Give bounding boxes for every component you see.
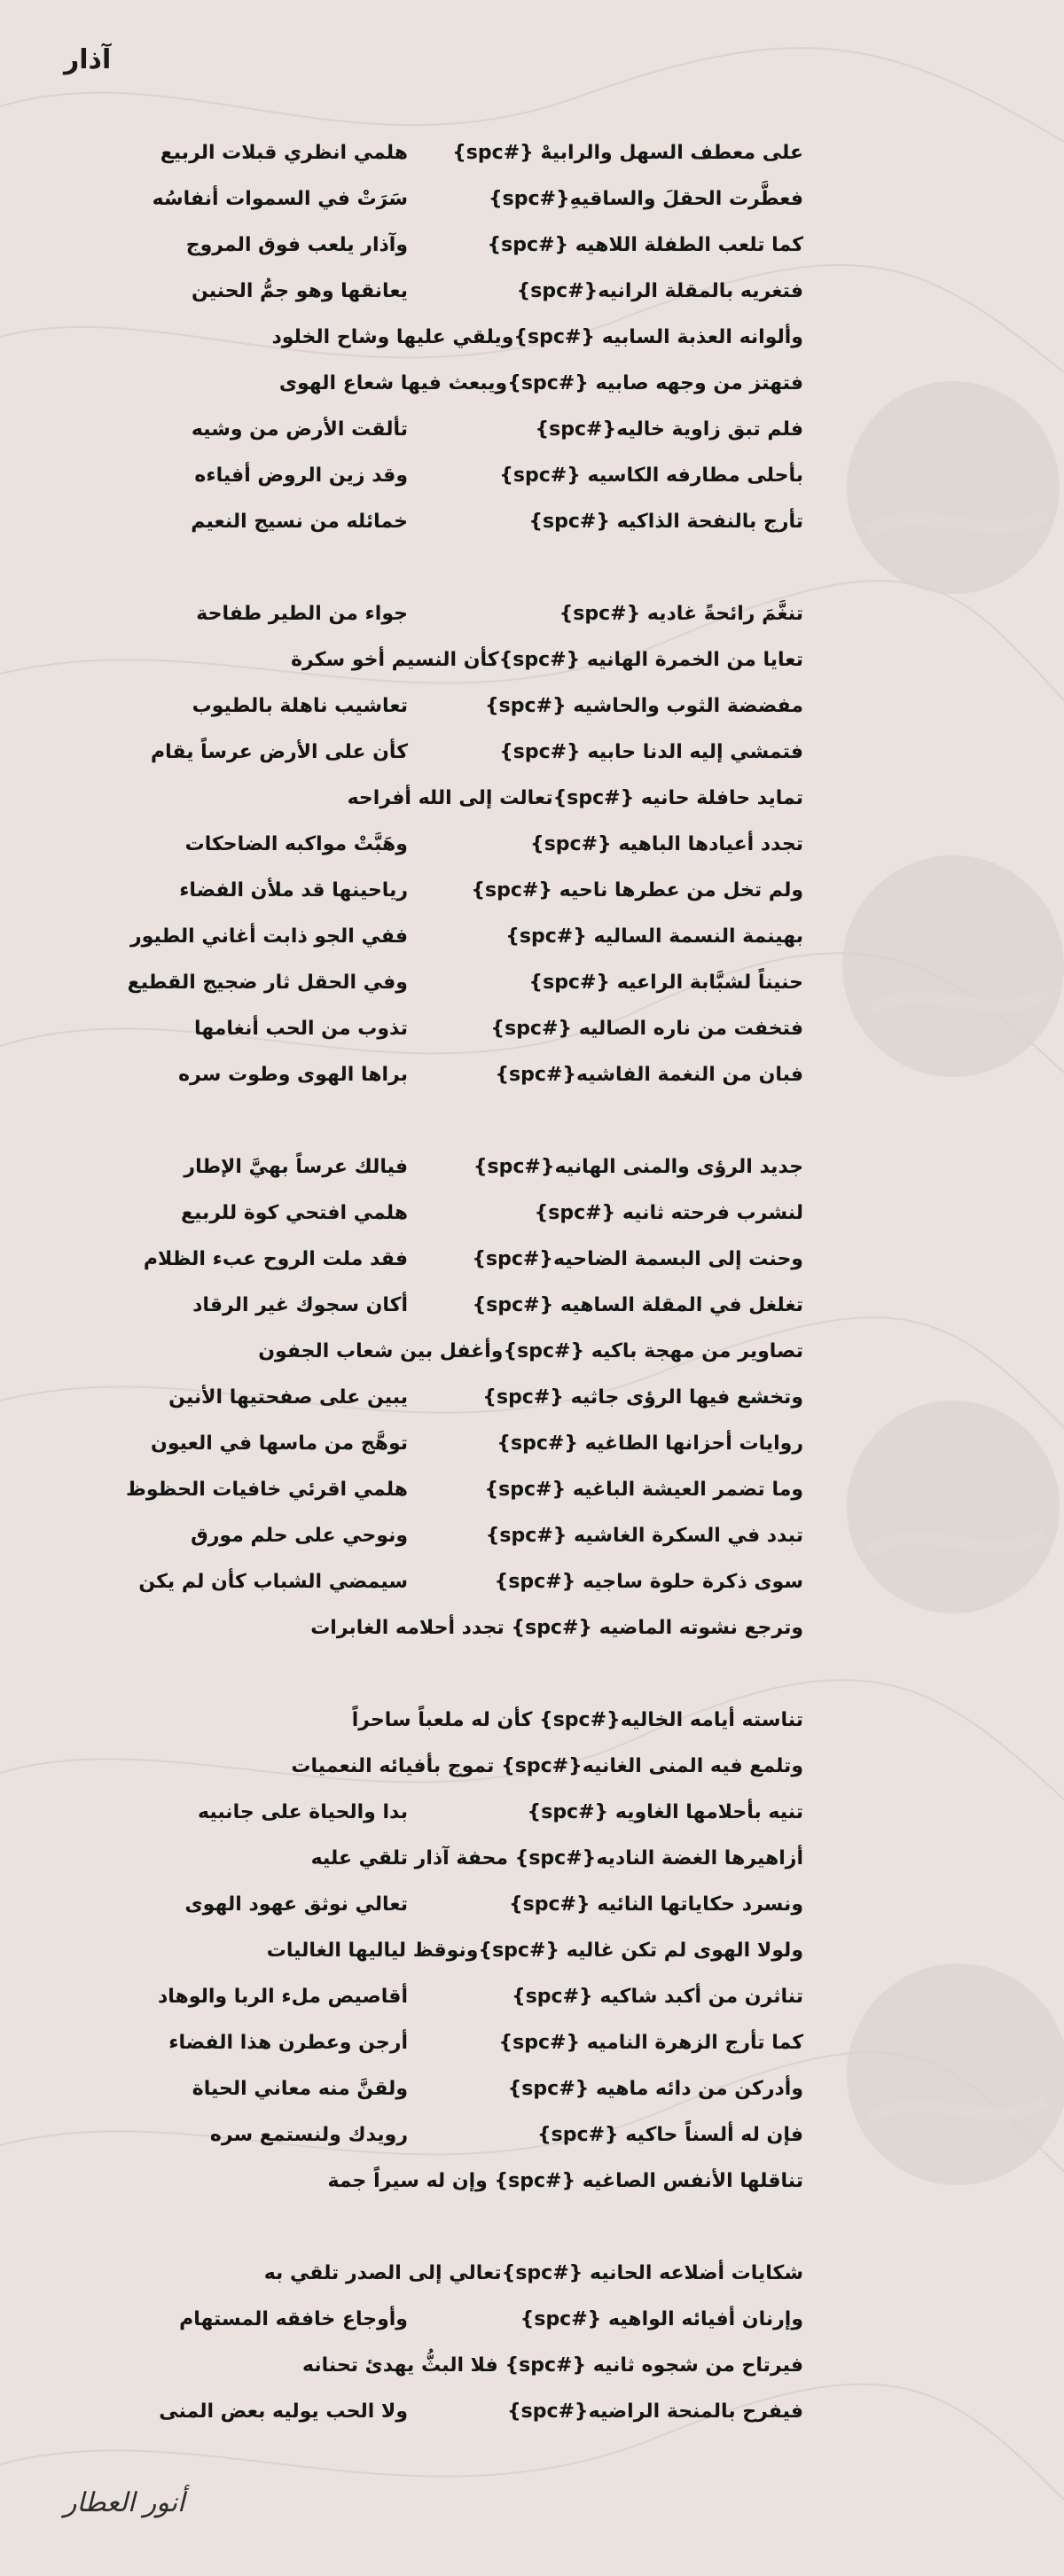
verse-first-half: تغلغل في المقلة الساهيه {#spc} [472, 1294, 803, 1316]
verse-second-half: ونوحي على حلم مورق [191, 1525, 408, 1547]
verse-second-half: وهَبَّتْ مواكبه الضاحكات [184, 833, 408, 855]
verse [53, 1151, 993, 1197]
verse-first-half: روايات أحزانها الطاغيه {#spc} [497, 1432, 803, 1455]
verse-first-half: حنيناً لشبَّابة الراعيه {#spc} [528, 972, 803, 994]
verse-first-half: فتخفت من ناره الصاليه {#spc} [490, 1018, 803, 1040]
verse-second-half: وآذار يلعب فوق المروج [185, 234, 408, 256]
verse [53, 1243, 993, 1289]
verse-second-half: وفي الحقل ثار ضجيج القطيع [127, 972, 408, 994]
verse-line: فتهتز من وجهه صابيه {#spc}ويبعث فيها شعاع الهوى [278, 372, 803, 394]
verse-first-half: بهينمة النسمة الساليه {#spc} [505, 925, 803, 948]
verse [53, 2073, 993, 2119]
stanza-5 [53, 2257, 993, 2441]
verse [53, 2349, 993, 2395]
verse-line: وتلمع فيه المنى الغانيه{#spc} تموج بأفيائه النعميات [291, 1755, 803, 1777]
verse-second-half: هلمي افتحي كوة للربيع [180, 1202, 408, 1224]
verse [53, 966, 993, 1012]
verse [53, 1704, 993, 1750]
verse-second-half: تألقت الأرض من وشيه [191, 418, 408, 441]
verse-second-half: أكان سجوك غير الرقاد [192, 1294, 408, 1316]
verse-first-half: تنغَّمَ رائحةً غاديه {#spc} [559, 603, 803, 625]
verse-first-half: بأحلى مطارفه الكاسيه {#spc} [499, 464, 803, 487]
verse [53, 183, 993, 229]
verse [53, 229, 993, 275]
verse [53, 1289, 993, 1335]
verse-second-half: تعاشيب ناهلة بالطيوب [192, 695, 408, 717]
verse [53, 1565, 993, 1612]
verse [53, 1519, 993, 1565]
verse [53, 1888, 993, 1934]
verse-second-half: رويدك ولنستمع سره [209, 2124, 408, 2146]
verse [53, 874, 993, 920]
verse-line: تعايا من الخمرة الهانيه {#spc}كأن النسيم أخو سكرة [291, 649, 803, 671]
verse-line: تناقلها الأنفس الصاغيه {#spc} وإن له سيراً جمة [327, 2170, 803, 2192]
verse-second-half: جواء من الطير طفاحة [196, 603, 408, 625]
verse-line: تناسته أيامه الخاليه{#spc} كأن له ملعباً ساحراً [351, 1709, 803, 1731]
verse-second-half: فيالك عرساً بهيَّ الإطار [184, 1156, 408, 1178]
verse-first-half: وحنت إلى البسمة الضاحيه{#spc} [472, 1248, 803, 1270]
verse-first-half: مفضضة الثوب والحاشيه {#spc} [484, 695, 803, 717]
author-signature: أنور العطار [64, 2487, 185, 2518]
verse [53, 1197, 993, 1243]
verse-first-half: فتغريه بالمقلة الرانيه{#spc} [516, 280, 803, 302]
verse [53, 1058, 993, 1105]
stanza-1 [53, 137, 993, 551]
verse [53, 413, 993, 459]
verse-first-half: فلم تبق زاوية خاليه{#spc} [535, 418, 803, 441]
verse [53, 2257, 993, 2303]
verse-first-half: فعطَّرت الحقلَ والساقيهِ{#spc} [488, 188, 803, 210]
verse-first-half: تناثرن من أكبد شاكيه {#spc} [512, 1986, 803, 2008]
verse-second-half: ولقنَّ منه معاني الحياة [192, 2078, 408, 2100]
verse-line: تمايد حافلة حانيه {#spc}تعالت إلى الله أفراحه [347, 787, 803, 809]
verse [53, 2026, 993, 2073]
verse [53, 736, 993, 782]
verse [53, 920, 993, 966]
verse-second-half: أرجن وعطرن هذا الفضاء [168, 2032, 408, 2054]
verse-line: أزاهيرها الغضة الناديه{#spc} محفة آذار تلقي عليه [310, 1847, 803, 1870]
verse [53, 367, 993, 413]
verse-line: وترجع نشوته الماضيه {#spc} تجدد أحلامه الغابرات [310, 1617, 803, 1639]
verse-first-half: ولم تخل من عطرها ناحيه {#spc} [471, 879, 803, 902]
verse-first-half: على معطف السهل والرابيهْ {#spc} [452, 142, 803, 164]
verse-second-half: بدا والحياة على جانبيه [198, 1801, 408, 1823]
verse-first-half: فيفرح بالمنحة الراضيه{#spc} [506, 2400, 803, 2423]
verse [53, 828, 993, 874]
poem-body [53, 137, 993, 2487]
verse-second-half: هلمي اقرئي خافيات الحظوظ [126, 1479, 408, 1501]
stanza-3 [53, 1151, 993, 1658]
verse [53, 2395, 993, 2441]
verse-second-half: رياحينها قد ملأن الفضاء [179, 879, 408, 902]
verse [53, 2303, 993, 2349]
verse [53, 597, 993, 644]
verse-first-half: تبدد في السكرة الغاشيه {#spc} [485, 1525, 803, 1547]
verse-second-half: يعانقها وهو جمُّ الحنين [191, 280, 408, 302]
verse [53, 137, 993, 183]
verse-first-half: تأرج بالنفحة الذاكيه {#spc} [528, 511, 803, 533]
verse-line: وألوانه العذبة السابيه {#spc}ويلقي عليها وشاح الخلود [271, 326, 803, 348]
verse-line: شكايات أضلاعه الحانيه {#spc}تعالي إلى الصدر تلقي به [263, 2262, 803, 2284]
verse [53, 321, 993, 367]
verse-second-half: فقد ملت الروح عبء الظلام [143, 1248, 408, 1270]
verse [53, 782, 993, 828]
verse-second-half: ففي الجو ذابت أغاني الطيور [130, 925, 408, 948]
verse-first-half: ونسرد حكاياتها النائيه {#spc} [508, 1893, 803, 1916]
verse [53, 2119, 993, 2165]
verse-second-half: تعالي نوثق عهود الهوى [184, 1893, 408, 1916]
poem-title: آذار [64, 44, 112, 75]
verse-second-half: خمائله من نسيج النعيم [191, 511, 408, 533]
verse-first-half: تجدد أعيادها الباهيه {#spc} [530, 833, 803, 855]
verse [53, 690, 993, 736]
verse-first-half: وأدركن من دائه ماهيه {#spc} [507, 2078, 803, 2100]
verse-line: تصاوير من مهجة باكيه {#spc}وأغفل بين شعاب الجفون [258, 1340, 803, 1362]
verse-first-half: جديد الرؤى والمنى الهانيه{#spc} [473, 1156, 803, 1178]
verse-first-half: فتمشي إليه الدنا حابيه {#spc} [499, 741, 803, 763]
verse-first-half: تنيه بأحلامها الغاويه {#spc} [527, 1801, 803, 1823]
verse-second-half: تذوب من الحب أنغامها [194, 1018, 408, 1040]
verse [53, 1842, 993, 1888]
verse [53, 1796, 993, 1842]
verse-first-half: وما تضمر العيشة الباغيه {#spc} [484, 1479, 803, 1501]
verse-first-half: لنشرب فرحته ثانيه {#spc} [534, 1202, 803, 1224]
verse-second-half: براها الهوى وطوت سره [178, 1064, 408, 1086]
verse [53, 459, 993, 505]
verse [53, 2165, 993, 2211]
verse [53, 1750, 993, 1796]
verse-line: فيرتاح من شجوه ثانيه {#spc} فلا البثُّ يهدئ تحنانه [302, 2354, 803, 2377]
verse-line: ولولا الهوى لم تكن غاليه {#spc}ونوقظ لياليها الغاليات [266, 1940, 803, 1962]
verse-second-half: أقاصيص ملء الربا والوهاد [157, 1986, 408, 2008]
verse-second-half: كأن على الأرض عرساً يقام [150, 741, 408, 763]
verse-first-half: سوى ذكرة حلوة ساجيه {#spc} [494, 1571, 803, 1593]
verse [53, 1473, 993, 1519]
verse [53, 1381, 993, 1427]
verse-first-half: فإن له ألسناً حاكيه {#spc} [536, 2124, 803, 2146]
verse [53, 505, 993, 551]
verse [53, 275, 993, 321]
verse-first-half: وتخشع فيها الرؤى جاثيه {#spc} [482, 1386, 803, 1409]
verse [53, 1427, 993, 1473]
stanza-2 [53, 597, 993, 1105]
verse [53, 1335, 993, 1381]
verse [53, 644, 993, 690]
verse-first-half: فبان من النغمة الفاشيه{#spc} [495, 1064, 803, 1086]
verse-second-half: هلمي انظري قبلات الربيع [160, 142, 408, 164]
verse-first-half: كما تلعب الطفلة اللاهيه {#spc} [487, 234, 803, 256]
verse-first-half: كما تأرج الزهرة الناميه {#spc} [498, 2032, 803, 2054]
verse-first-half: وإرنان أفيائه الواهيه {#spc} [520, 2308, 803, 2330]
verse-second-half: وقد زين الروض أفياءه [194, 464, 408, 487]
stanza-4 [53, 1704, 993, 2211]
verse [53, 1612, 993, 1658]
verse-second-half: سيمضي الشباب كأن لم يكن [138, 1571, 408, 1593]
verse-second-half: سَرَتْ في السموات أنفاسُه [152, 188, 408, 210]
verse [53, 1934, 993, 1980]
verse [53, 1012, 993, 1058]
verse [53, 1980, 993, 2026]
verse-second-half: ولا الحب يوليه بعض المنى [159, 2400, 408, 2423]
verse-second-half: توهَّج من ماسها في العيون [151, 1432, 408, 1455]
verse-second-half: يبين على صفحتيها الأنين [168, 1386, 408, 1409]
verse-second-half: وأوجاع خافقه المستهام [179, 2308, 408, 2330]
